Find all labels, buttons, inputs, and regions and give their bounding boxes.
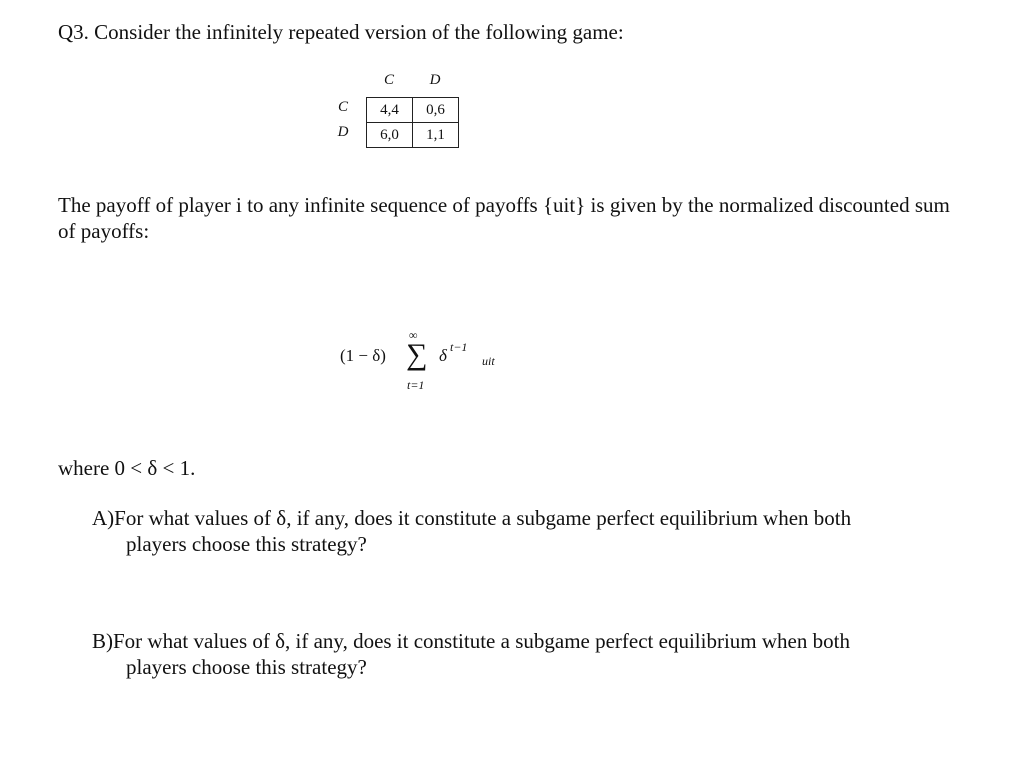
question-a-line2: players choose this strategy? (126, 532, 367, 556)
cell-dd: 1,1 (412, 122, 459, 148)
discounted-sum-formula (340, 328, 540, 400)
cell-cd: 0,6 (412, 97, 459, 123)
question-b-line2: players choose this strategy? (126, 655, 367, 679)
formula-term: uit (482, 354, 495, 368)
question-b-line1: B)For what values of δ, if any, does it constitute a subgame perfect equilibrium when both (92, 629, 850, 653)
formula-upper-limit: ∞ (409, 328, 418, 342)
row-header-c: C (337, 99, 348, 115)
cell-cc: 4,4 (366, 97, 413, 123)
col-header-d: D (429, 72, 441, 88)
question-title: Q3. Consider the infinitely repeated version of the following game: (58, 20, 624, 44)
question-a (92, 505, 962, 557)
formula-factor: (1 − δ) (340, 346, 386, 365)
question-b (92, 628, 962, 680)
cell-dc: 6,0 (366, 122, 413, 148)
formula-lower-limit: t=1 (407, 378, 425, 392)
formula-exponent: t−1 (450, 340, 468, 354)
payoff-description: The payoff of player i to any infinite sequence of payoffs {uit} is given by the normalized discounted sum of payoffs: (58, 193, 950, 243)
summation-symbol: ∑ (406, 338, 428, 371)
formula-base: δ (439, 346, 447, 365)
col-header-c: C (383, 72, 394, 88)
question-a-line1: A)For what values of δ, if any, does it constitute a subgame perfect equilibrium when both (92, 506, 852, 530)
where-condition: where 0 < δ < 1. (58, 456, 196, 480)
row-header-d: D (337, 124, 349, 140)
